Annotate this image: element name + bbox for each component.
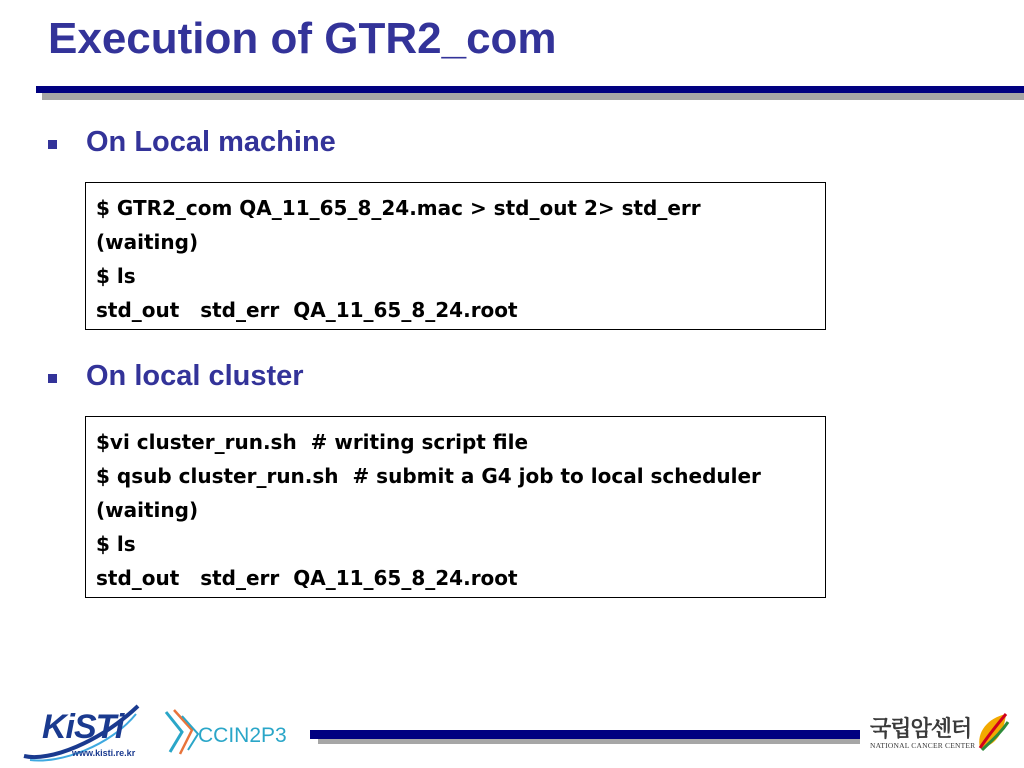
- code-line: $ GTR2_com QA_11_65_8_24.mac > std_out 2> std_err: [96, 196, 701, 220]
- title-rule: [36, 86, 1024, 93]
- code-line: std_out std_err QA_11_65_8_24.root: [96, 298, 518, 322]
- ncc-korean-name: 국립암센터: [870, 717, 972, 742]
- footer-rule-shadow: [318, 739, 860, 744]
- code-line: $ ls: [96, 264, 136, 288]
- code-line: std_out std_err QA_11_65_8_24.root: [96, 566, 518, 590]
- kisti-logo-text: KiSTi: [42, 708, 124, 746]
- kisti-url: www.kisti.re.kr: [72, 748, 136, 758]
- code-line: $ ls: [96, 532, 136, 556]
- bullet-marker: [48, 374, 57, 383]
- code-line: (waiting): [96, 230, 199, 254]
- title-rule-shadow: [42, 93, 1024, 100]
- ncc-leaf-icon: [974, 712, 1010, 752]
- section-heading-local-machine: On Local machine: [86, 126, 336, 158]
- bullet-marker: [48, 140, 57, 149]
- ccin2p3-emblem-icon: [162, 706, 202, 758]
- code-line: $vi cluster_run.sh # writing script file: [96, 430, 529, 454]
- ccin2p3-logo-text: CCIN2P3: [198, 724, 287, 747]
- code-line: $ qsub cluster_run.sh # submit a G4 job to local scheduler: [96, 464, 761, 488]
- slide-title: Execution of GTR2_com: [48, 14, 557, 63]
- code-line: (waiting): [96, 498, 199, 522]
- section-heading-local-cluster: On local cluster: [86, 360, 304, 392]
- footer-rule: [310, 730, 860, 739]
- code-box-local-machine: [85, 182, 826, 330]
- ncc-english-name: NATIONAL CANCER CENTER: [870, 741, 976, 750]
- code-box-local-cluster: [85, 416, 826, 598]
